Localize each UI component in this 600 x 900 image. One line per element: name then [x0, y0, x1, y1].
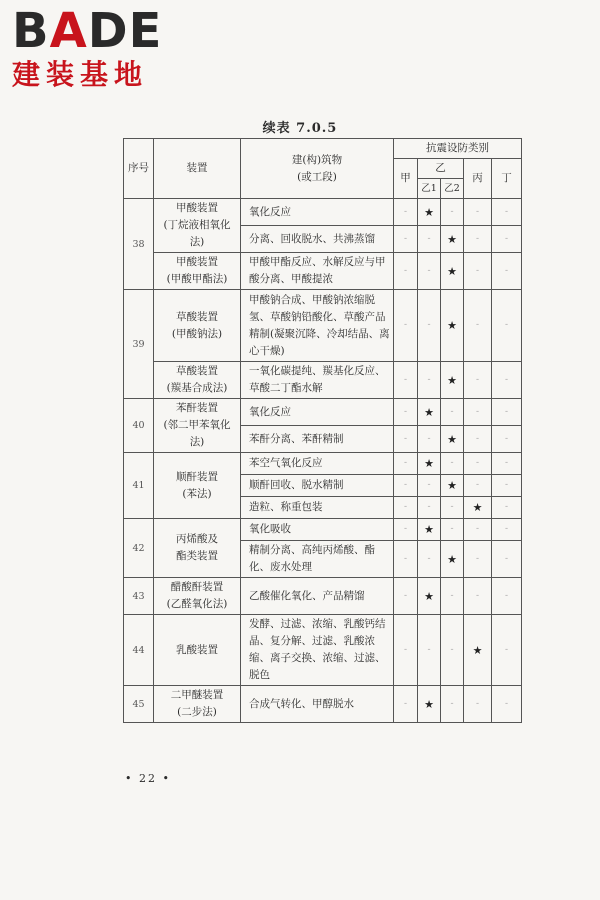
category-empty-jia: - — [394, 475, 418, 497]
building-item: 乙酸催化氧化、产品精馏 — [241, 578, 394, 615]
table-row — [124, 578, 522, 615]
row-number: 40 — [124, 399, 154, 453]
category-empty-bing: - — [464, 362, 492, 399]
category-empty-bing: - — [464, 475, 492, 497]
table-caption: 续表 7.0.5 — [262, 121, 338, 136]
category-empty-yi1: - — [418, 541, 441, 578]
category-empty-jia: - — [394, 226, 418, 253]
table-row — [124, 519, 522, 541]
category-empty-yi1: - — [418, 362, 441, 399]
category-empty-yi1: - — [418, 615, 441, 686]
category-empty-jia: - — [394, 686, 418, 723]
unit-name: 顺酐装置 (苯法) — [154, 453, 241, 519]
category-empty-yi2: - — [441, 199, 464, 226]
header-category: 抗震设防类别 — [394, 139, 522, 159]
category-empty-bing: - — [464, 290, 492, 362]
category-empty-bing: - — [464, 226, 492, 253]
unit-name: 甲酸装置 (丁烷液相氧化法) — [154, 199, 241, 253]
building-item: 氧化反应 — [241, 199, 394, 226]
category-mark-yi1: ★ — [418, 519, 441, 541]
category-mark-yi1: ★ — [418, 199, 441, 226]
category-mark-yi1: ★ — [418, 578, 441, 615]
category-empty-ding: - — [492, 199, 522, 226]
unit-name: 醋酸酐装置 (乙醛氧化法) — [154, 578, 241, 615]
building-item: 精制分离、高纯丙烯酸、酯化、废水处理 — [241, 541, 394, 578]
category-empty-bing: - — [464, 453, 492, 475]
category-empty-bing: - — [464, 519, 492, 541]
category-empty-bing: - — [464, 686, 492, 723]
table-row — [124, 362, 522, 399]
row-number: 38 — [124, 199, 154, 290]
category-empty-yi2: - — [441, 453, 464, 475]
building-item: 造粒、称重包装 — [241, 497, 394, 519]
category-mark-bing: ★ — [464, 615, 492, 686]
category-empty-ding: - — [492, 475, 522, 497]
header-yi2: 乙2 — [441, 179, 464, 199]
building-item: 顺酐回收、脱水精制 — [241, 475, 394, 497]
category-empty-bing: - — [464, 541, 492, 578]
row-number: 44 — [124, 615, 154, 686]
table-row — [124, 615, 522, 686]
category-empty-bing: - — [464, 426, 492, 453]
category-empty-jia: - — [394, 519, 418, 541]
category-empty-yi2: - — [441, 519, 464, 541]
building-item: 氧化反应 — [241, 399, 394, 426]
unit-name: 甲酸装置 (甲酸甲酯法) — [154, 253, 241, 290]
building-item: 发酵、过滤、浓缩、乳酸钙结晶、复分解、过滤、乳酸浓缩、离子交换、浓缩、过滤、脱色 — [241, 615, 394, 686]
category-empty-jia: - — [394, 615, 418, 686]
category-empty-jia: - — [394, 199, 418, 226]
category-empty-bing: - — [464, 399, 492, 426]
building-item: 苯酐分离、苯酐精制 — [241, 426, 394, 453]
category-empty-ding: - — [492, 226, 522, 253]
table-row — [124, 399, 522, 426]
category-mark-yi2: ★ — [441, 290, 464, 362]
category-empty-ding: - — [492, 615, 522, 686]
row-number: 41 — [124, 453, 154, 519]
header-unit: 装置 — [154, 139, 241, 199]
category-mark-yi2: ★ — [441, 253, 464, 290]
category-empty-ding: - — [492, 686, 522, 723]
header-bing: 丙 — [464, 159, 492, 199]
table-body — [124, 199, 522, 723]
category-mark-yi1: ★ — [418, 453, 441, 475]
row-number: 42 — [124, 519, 154, 578]
category-empty-jia: - — [394, 362, 418, 399]
category-empty-bing: - — [464, 578, 492, 615]
seismic-classification-table — [123, 138, 522, 723]
table-row — [124, 290, 522, 362]
building-item: 一氧化碳提纯、羰基化反应、草酸二丁酯水解 — [241, 362, 394, 399]
building-item: 分离、回收脱水、共沸蒸馏 — [241, 226, 394, 253]
category-empty-jia: - — [394, 453, 418, 475]
logo-wordmark: BADE — [12, 3, 163, 59]
category-empty-ding: - — [492, 453, 522, 475]
category-empty-yi2: - — [441, 497, 464, 519]
category-empty-yi1: - — [418, 497, 441, 519]
table-row — [124, 199, 522, 226]
table-row — [124, 453, 522, 475]
category-empty-jia: - — [394, 578, 418, 615]
page-number: • 22 • — [125, 772, 171, 785]
category-empty-bing: - — [464, 253, 492, 290]
unit-name: 草酸装置 (甲酸钠法) — [154, 290, 241, 362]
category-empty-ding: - — [492, 399, 522, 426]
building-item: 甲酸钠合成、甲酸钠浓缩脱氢、草酸钠铅酸化、草酸产品精制(凝聚沉降、冷却结晶、离心干燥) — [241, 290, 394, 362]
building-item: 合成气转化、甲醇脱水 — [241, 686, 394, 723]
header-building: 建(构)筑物 (或工段) — [241, 139, 394, 199]
category-empty-ding: - — [492, 541, 522, 578]
category-empty-yi2: - — [441, 686, 464, 723]
row-number: 43 — [124, 578, 154, 615]
category-empty-yi2: - — [441, 615, 464, 686]
unit-name: 乳酸装置 — [154, 615, 241, 686]
category-empty-bing: - — [464, 199, 492, 226]
header-no: 序号 — [124, 139, 154, 199]
category-empty-ding: - — [492, 253, 522, 290]
category-empty-jia: - — [394, 497, 418, 519]
category-mark-bing: ★ — [464, 497, 492, 519]
building-item: 甲酸甲酯反应、水解反应与甲酸分离、甲酸提浓 — [241, 253, 394, 290]
header-yi: 乙 — [418, 159, 464, 179]
header-ding: 丁 — [492, 159, 522, 199]
category-mark-yi2: ★ — [441, 541, 464, 578]
category-empty-yi2: - — [441, 399, 464, 426]
header-yi1: 乙1 — [418, 179, 441, 199]
table-row — [124, 686, 522, 723]
category-mark-yi2: ★ — [441, 426, 464, 453]
category-mark-yi2: ★ — [441, 475, 464, 497]
unit-name: 苯酐装置 (邻二甲苯氧化法) — [154, 399, 241, 453]
category-empty-jia: - — [394, 541, 418, 578]
category-mark-yi2: ★ — [441, 226, 464, 253]
category-empty-ding: - — [492, 290, 522, 362]
category-mark-yi1: ★ — [418, 686, 441, 723]
category-empty-yi2: - — [441, 578, 464, 615]
row-number: 45 — [124, 686, 154, 723]
building-item: 苯空气氧化反应 — [241, 453, 394, 475]
category-mark-yi2: ★ — [441, 362, 464, 399]
unit-name: 二甲醚装置 (二步法) — [154, 686, 241, 723]
unit-name: 丙烯酸及 酯类装置 — [154, 519, 241, 578]
category-empty-ding: - — [492, 426, 522, 453]
header-jia: 甲 — [394, 159, 418, 199]
building-item: 氧化吸收 — [241, 519, 394, 541]
category-empty-yi1: - — [418, 426, 441, 453]
category-empty-jia: - — [394, 426, 418, 453]
category-mark-yi1: ★ — [418, 399, 441, 426]
category-empty-ding: - — [492, 519, 522, 541]
table-row — [124, 253, 522, 290]
category-empty-yi1: - — [418, 475, 441, 497]
unit-name: 草酸装置 (羰基合成法) — [154, 362, 241, 399]
category-empty-jia: - — [394, 290, 418, 362]
category-empty-jia: - — [394, 399, 418, 426]
logo-subtitle: 建装基地 — [12, 58, 149, 91]
category-empty-ding: - — [492, 497, 522, 519]
logo — [12, 3, 182, 92]
category-empty-jia: - — [394, 253, 418, 290]
category-empty-yi1: - — [418, 226, 441, 253]
category-empty-ding: - — [492, 578, 522, 615]
row-number: 39 — [124, 290, 154, 399]
category-empty-ding: - — [492, 362, 522, 399]
category-empty-yi1: - — [418, 290, 441, 362]
category-empty-yi1: - — [418, 253, 441, 290]
